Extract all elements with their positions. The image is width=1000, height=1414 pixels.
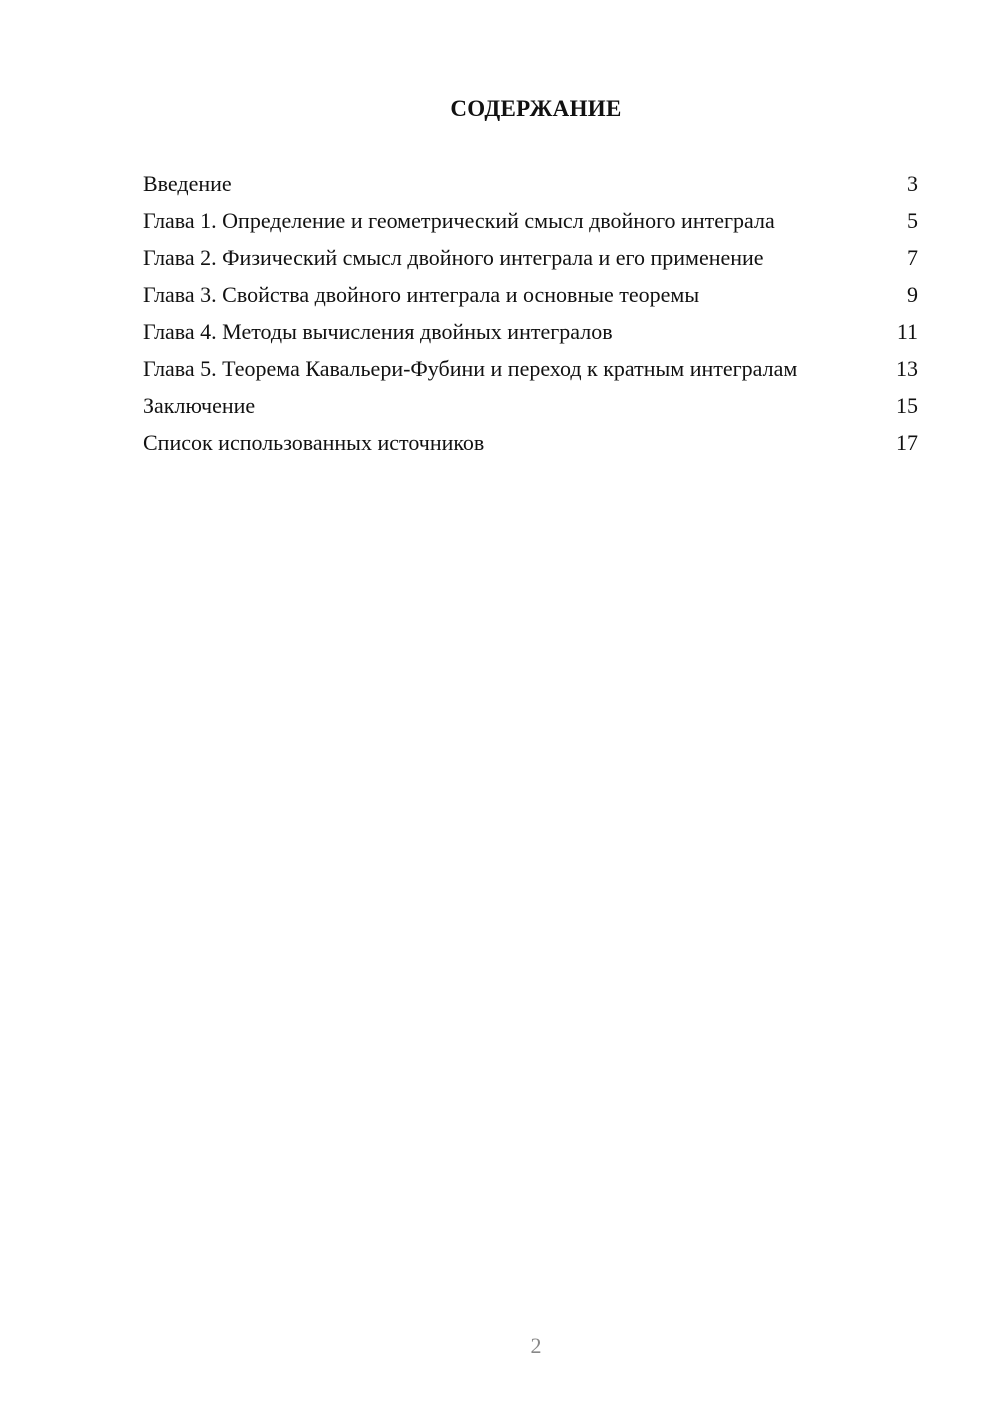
toc-entry-chapter-4[interactable] <box>143 318 918 345</box>
toc-entry-page: 9 <box>907 282 918 307</box>
toc-entry-page: 7 <box>907 245 918 270</box>
toc-entry-text: Заключение <box>143 393 256 418</box>
toc-entry-text: Введение <box>143 171 232 196</box>
toc-entry-page: 17 <box>896 430 918 455</box>
toc-entry-page: 3 <box>907 171 918 196</box>
toc-entry-introduction[interactable] <box>143 170 918 197</box>
toc-entry-text: Глава 1. Определение и геометрический смысл двойного интеграла <box>143 208 775 233</box>
toc-entry-text: Глава 3. Свойства двойного интеграла и основные теоремы <box>143 282 700 307</box>
toc-entry-page: 13 <box>896 356 918 381</box>
toc-entry-text: Глава 2. Физический смысл двойного интеграла и его применение <box>143 245 764 270</box>
toc-entry-references[interactable] <box>143 429 918 456</box>
toc-title: СОДЕРЖАНИЕ <box>450 96 622 121</box>
toc-entry-text: Глава 5. Теорема Кавальери-Фубини и переход к кратным интегралам <box>143 356 798 381</box>
toc-entry-text: Список использованных источников <box>143 430 485 455</box>
toc-entry-page: 15 <box>896 393 918 418</box>
toc-entry-chapter-5[interactable] <box>143 355 918 382</box>
toc-entry-text: Глава 4. Методы вычисления двойных интегралов <box>143 319 613 344</box>
toc-entry-chapter-2[interactable] <box>143 244 918 271</box>
toc-entry-chapter-3[interactable] <box>143 281 918 308</box>
toc-entry-page: 11 <box>896 319 918 344</box>
toc-entry-conclusion[interactable] <box>143 392 918 419</box>
page-number: 2 <box>530 1333 542 1358</box>
toc-entry-chapter-1[interactable] <box>143 207 918 234</box>
toc-entry-page: 5 <box>907 208 918 233</box>
toc-list <box>143 170 918 466</box>
